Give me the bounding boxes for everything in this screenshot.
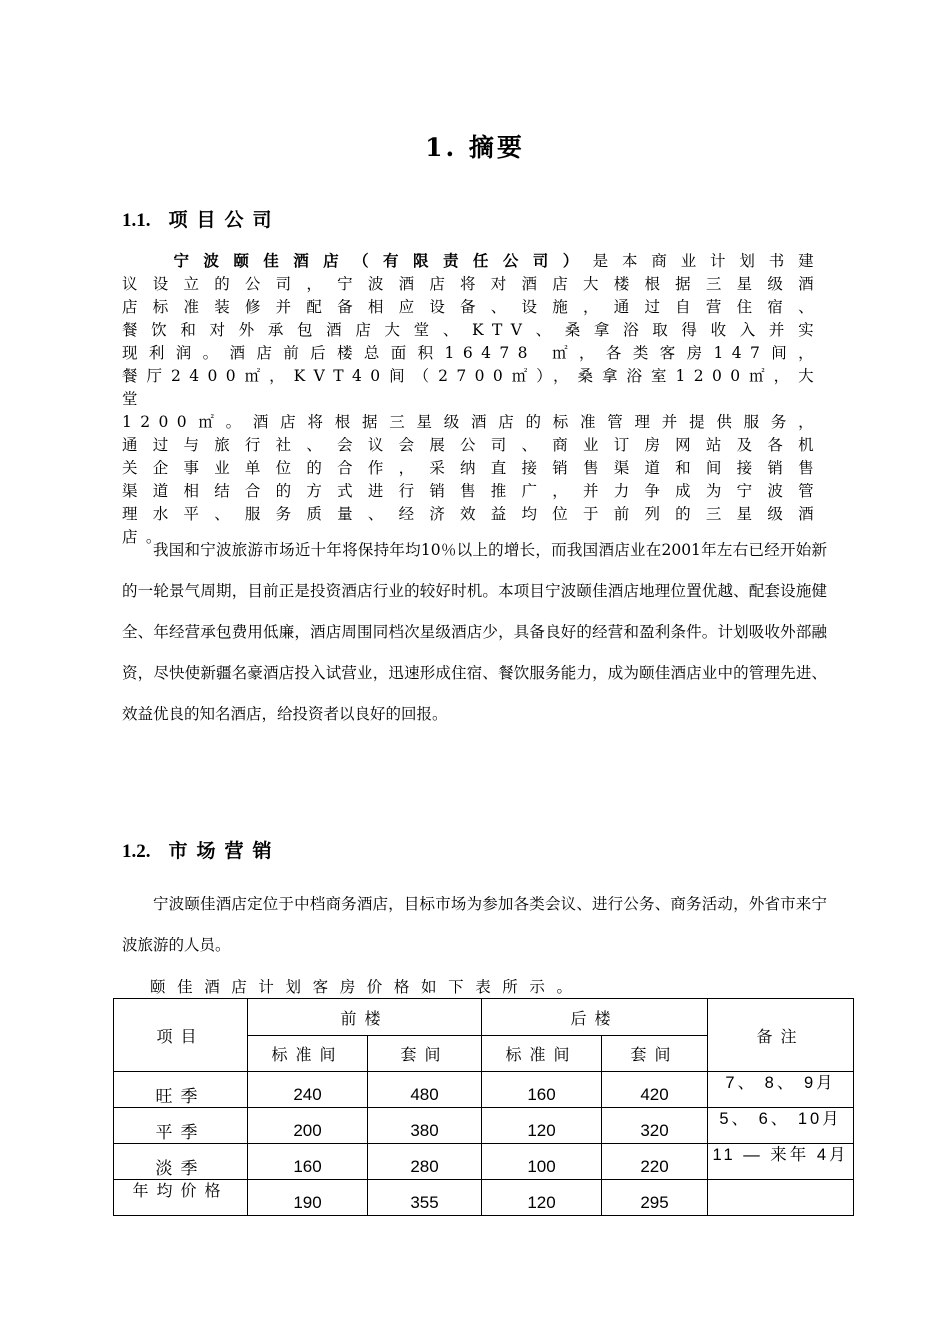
- company-line-1: 宁波颐佳酒店（有限责任公司）是本商业计划书建: [168, 251, 822, 270]
- row-label: 平季: [114, 1108, 248, 1144]
- subheader-back-suite: 套间: [602, 1036, 708, 1072]
- note-text: 5、 6、 10月: [719, 1110, 842, 1128]
- company-line-11: 理水平、服务质量、经济效益均位于前列的三星级酒: [122, 505, 822, 523]
- note-text: 7、 8、 9月: [725, 1074, 836, 1092]
- table-header-row: [114, 999, 854, 1036]
- section-number: 1.1.: [122, 210, 151, 231]
- back-suite-price: 220: [602, 1144, 708, 1180]
- front-suite-price: 355: [368, 1180, 482, 1216]
- row-note: [708, 1180, 854, 1216]
- front-standard-price: 240: [248, 1072, 368, 1108]
- back-standard-price: 100: [482, 1144, 602, 1180]
- front-suite-price: 480: [368, 1072, 482, 1108]
- note-text: 11 — 来年 4月: [712, 1146, 849, 1164]
- subheader-front-standard: 标准间: [248, 1036, 368, 1072]
- table-row: [114, 1144, 854, 1180]
- table-row: [114, 1180, 854, 1216]
- front-standard-price: 200: [248, 1108, 368, 1144]
- section-heading-marketing: [122, 836, 281, 863]
- row-note: [708, 1144, 854, 1180]
- back-suite-price: 420: [602, 1072, 708, 1108]
- subheader-front-suite: 套间: [368, 1036, 482, 1072]
- row-note: [708, 1108, 854, 1144]
- header-front-building: 前楼: [248, 999, 482, 1036]
- back-standard-price: 160: [482, 1072, 602, 1108]
- company-line-9: 关企事业单位的合作，采纳直接销售渠道和间接销售: [122, 459, 822, 477]
- company-line-4: 餐饮和对外承包酒店大堂、KTV、桑拿浴取得收入并实: [122, 321, 822, 339]
- section-number: 1.2.: [122, 841, 151, 862]
- company-line-10: 渠道相结合的方式进行销售推广，并力争成为宁波管: [122, 482, 822, 500]
- front-suite-price: 280: [368, 1144, 482, 1180]
- positioning-paragraph: 宁波颐佳酒店定位于中档商务酒店，目标市场为参加各类会议、进行公务、商务活动，外省市来宁波旅游的人员。: [122, 895, 827, 954]
- header-item: 项目: [114, 999, 248, 1072]
- row-note: [708, 1072, 854, 1108]
- company-line-5: 现利润。酒店前后楼总面积16478 ㎡，各类客房147间，: [122, 344, 822, 362]
- market-outlook-paragraph: 我国和宁波旅游市场近十年将保持年均10％以上的增长，而我国酒店业在2001年左右已经开始新的一轮景气周期，目前正是投资酒店行业的较好时机。本项目宁波颐佳酒店地理位置优越、配套设施健全、年经营承包费用低廉，酒店周围同档次星级酒店少，具备良好的经营和盈利条件。计划吸收外部融资，尽快使新疆名豪酒店投入试营业，迅速形成住宿、餐饮服务能力，成为颐佳酒店业中的管理先进、效益优良的知名酒店，给投资者以良好的回报。: [122, 541, 827, 723]
- front-suite-price: 380: [368, 1108, 482, 1144]
- row-label-text: 年均价格: [132, 1181, 229, 1200]
- company-line-3: 店标准装修并配备相应设备、设施，通过自营住宿、: [122, 298, 822, 316]
- back-suite-price: 295: [602, 1180, 708, 1216]
- header-back-building: 后楼: [482, 999, 708, 1036]
- table-row: [114, 1108, 854, 1144]
- section-title: 项目公司: [168, 209, 281, 231]
- company-name-lead: 宁波颐佳酒店（有限责任公司）: [168, 251, 593, 270]
- front-standard-price: 190: [248, 1180, 368, 1216]
- row-label: [114, 1180, 248, 1216]
- back-suite-price: 320: [602, 1108, 708, 1144]
- row-label: 旺季: [114, 1072, 248, 1108]
- company-line-12: 店。: [122, 528, 170, 546]
- section-heading-company: [122, 205, 281, 232]
- company-line-6: 餐厅2400㎡，KVT40间（2700㎡），桑拿浴室1200㎡，大堂: [122, 367, 822, 408]
- back-standard-price: 120: [482, 1180, 602, 1216]
- header-note: 备注: [708, 999, 854, 1072]
- table-row: [114, 1072, 854, 1108]
- company-paragraph: [122, 249, 822, 549]
- company-line-7: 1200㎡。酒店将根据三星级酒店的标准管理并提供服务，: [122, 413, 822, 431]
- price-table: [113, 998, 854, 1216]
- note-text: [708, 1180, 853, 1215]
- row-label: 淡季: [114, 1144, 248, 1180]
- back-standard-price: 120: [482, 1108, 602, 1144]
- subheader-back-standard: 标准间: [482, 1036, 602, 1072]
- main-heading: 1. 摘要: [425, 133, 525, 162]
- company-line-8: 通过与旅行社、会议会展公司、商业订房网站及各机: [122, 436, 822, 454]
- front-standard-price: 160: [248, 1144, 368, 1180]
- table-caption: 颐佳酒店计划客房价格如下表所示。: [150, 978, 584, 996]
- company-line-2: 议设立的公司，宁波酒店将对酒店大楼根据三星级酒: [122, 275, 822, 293]
- section-title: 市场营销: [168, 840, 281, 862]
